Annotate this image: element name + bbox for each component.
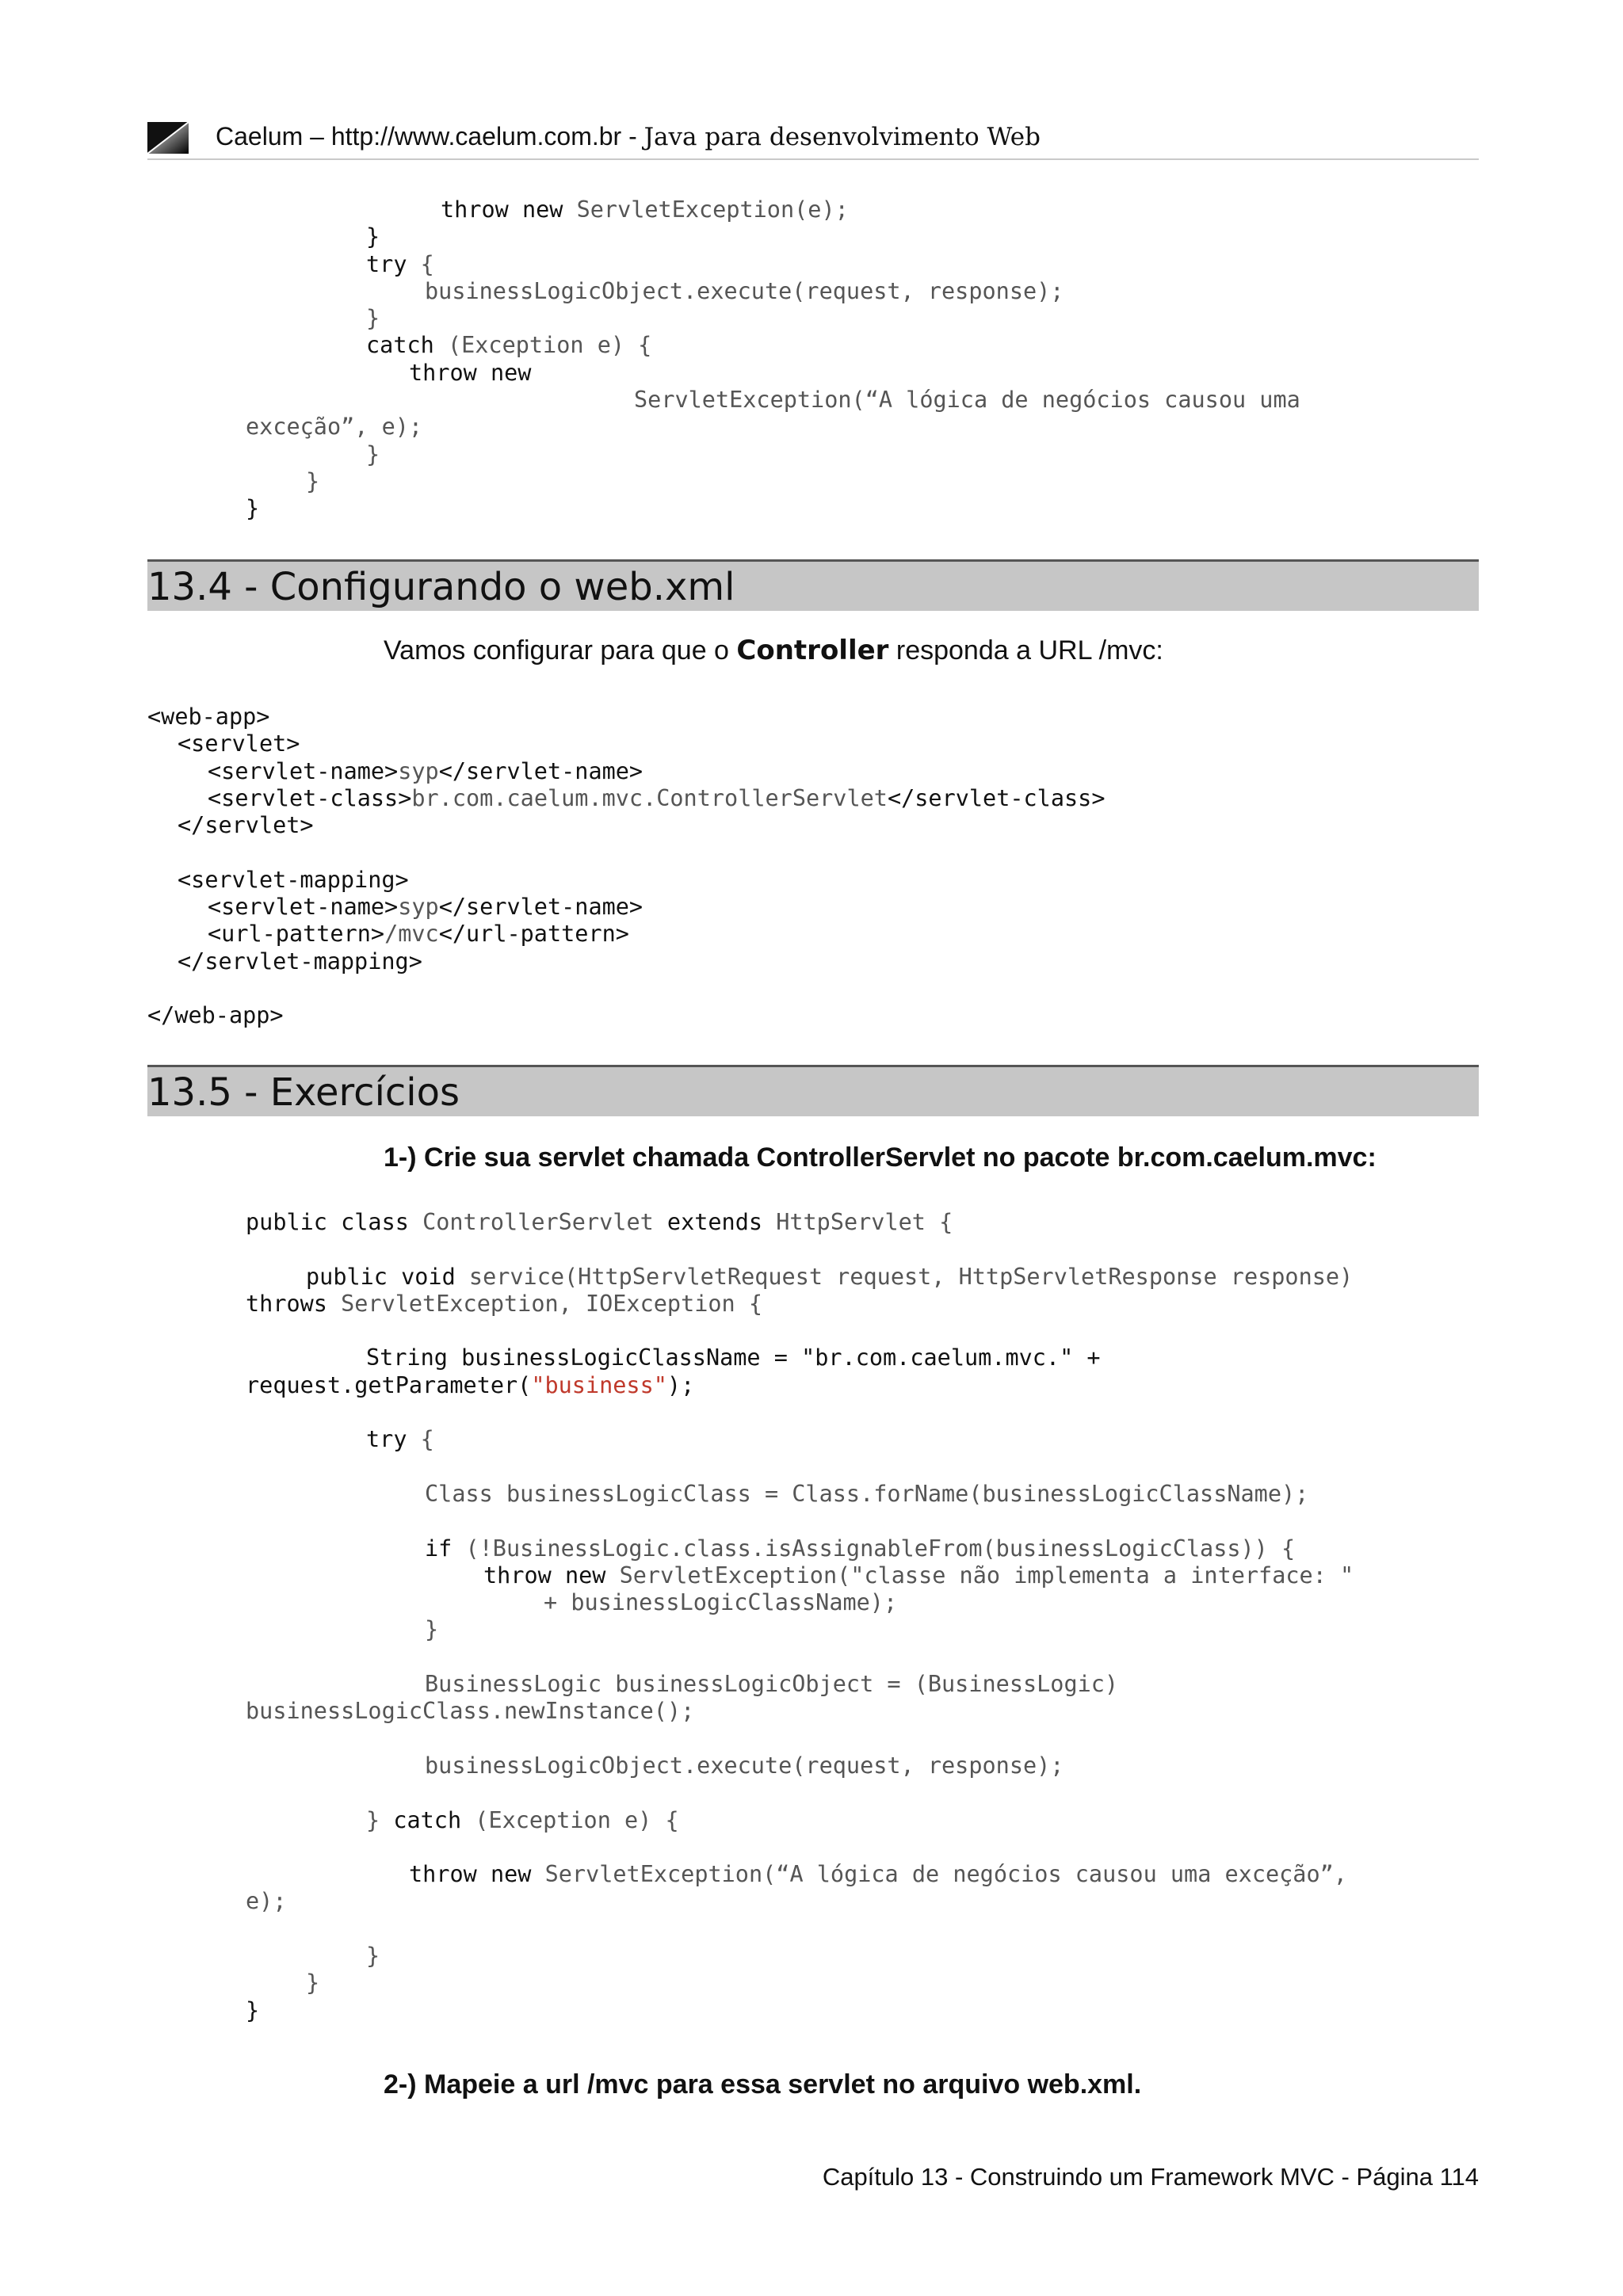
code-line [246, 1291, 762, 1317]
exercise-2: 2-) Mapeie a url /mvc para essa servlet no arquivo web.xml. [384, 2069, 1142, 2100]
code-block-web-xml [147, 704, 1105, 1030]
code-line [178, 867, 409, 893]
section-title: 13.4 - Configurando o web.xml [147, 565, 735, 609]
code-token: service(HttpServletRequest request, HttpServletResponse response) [468, 1263, 1354, 1290]
code-line [425, 1535, 1295, 1562]
code-line [246, 1372, 694, 1398]
code-token: public void [306, 1263, 469, 1290]
code-token: } [246, 495, 260, 522]
code-line [366, 1344, 1101, 1371]
intro-bold: Controller [736, 635, 889, 666]
code-token: </web-app> [147, 1002, 284, 1029]
code-token: HttpServlet { [776, 1209, 953, 1235]
code-token: <servlet-mapping> [178, 866, 409, 893]
code-line [409, 1861, 1347, 1887]
code-line [246, 1698, 694, 1724]
code-line [178, 730, 300, 757]
code-block-top [147, 196, 1300, 523]
code-token: businessLogicClass.newInstance(); [246, 1698, 695, 1725]
code-token: BusinessLogic businessLogicObject = (BusinessLogic) [425, 1671, 1119, 1698]
code-line [208, 758, 643, 784]
code-token: (!BusinessLogic.class.isAssignableFrom(businessLogicClass)) { [465, 1535, 1296, 1562]
code-token: { [420, 1426, 434, 1453]
code-token: } [366, 1943, 380, 1970]
section-heading-web-xml [147, 559, 1479, 611]
exercise-1: 1-) Crie sua servlet chamada ControllerServlet no pacote br.com.caelum.mvc: [384, 1142, 1377, 1173]
code-token: <web-app> [147, 704, 270, 730]
code-line [425, 278, 1064, 304]
code-token: public class [246, 1209, 423, 1235]
code-line [208, 921, 629, 947]
section-heading-exercicios [147, 1065, 1479, 1116]
code-token: } [425, 1616, 439, 1643]
code-token: + businessLogicClassName); [544, 1589, 898, 1616]
code-token: </servlet-name> [438, 894, 643, 921]
code-line [366, 305, 380, 331]
code-token: <url-pattern> [208, 921, 385, 948]
code-line [246, 1888, 286, 1914]
code-token: <servlet-name> [208, 894, 399, 921]
code-token: } [306, 1970, 320, 1997]
intro-text-end: responda a URL /mvc: [888, 635, 1163, 666]
code-line [366, 441, 380, 467]
code-token: </servlet-mapping> [178, 948, 422, 974]
code-line [246, 1997, 259, 2023]
code-line [147, 704, 269, 730]
code-line [208, 785, 1105, 811]
code-line [425, 1616, 438, 1642]
header-title: Java para desenvolvimento Web [643, 123, 1041, 151]
code-line [246, 414, 422, 440]
code-token: <servlet-name> [208, 757, 399, 784]
code-token: ServletException(“A lógica de negócios causou uma exceção”, [544, 1861, 1347, 1888]
code-token: "business" [531, 1371, 667, 1398]
code-line [634, 387, 1300, 413]
code-line [147, 1002, 284, 1028]
code-token: ); [666, 1371, 695, 1398]
code-token: extends [666, 1209, 777, 1235]
code-token: ServletException("classe não implementa a interface: " [619, 1562, 1354, 1589]
code-token: throw new [483, 1562, 620, 1589]
intro-text: Vamos configurar para que o [384, 635, 737, 666]
code-line [425, 1671, 1118, 1697]
code-token: businessLogicObject.execute(request, response); [425, 277, 1064, 304]
caelum-logo-icon [147, 122, 189, 154]
code-token: businessLogicObject.execute(request, response); [425, 1752, 1064, 1779]
code-line [366, 1426, 434, 1452]
code-line [306, 468, 319, 494]
code-token: try [366, 250, 421, 277]
code-line [544, 1589, 897, 1615]
code-token: try [366, 1426, 421, 1453]
page-header [147, 117, 1479, 160]
code-line [306, 1264, 1353, 1290]
code-line [425, 1481, 1308, 1507]
code-line [208, 894, 643, 920]
code-token: </url-pattern> [438, 921, 629, 948]
code-token: } [306, 467, 320, 494]
code-line [366, 251, 434, 277]
intro-paragraph [384, 634, 1163, 667]
code-token: request.getParameter( [246, 1371, 532, 1398]
code-token: <servlet-class> [208, 784, 412, 811]
code-token: ServletException, IOException { [341, 1290, 763, 1317]
code-line [178, 948, 422, 974]
code-token: Class businessLogicClass = Class.forName(businessLogicClassName); [425, 1480, 1309, 1507]
code-token: } [366, 441, 380, 467]
code-token: } [366, 305, 380, 332]
code-token: if [425, 1535, 466, 1562]
section-title: 13.5 - Exercícios [147, 1070, 460, 1115]
code-line [306, 1970, 319, 1996]
code-token: ServletException(“A lógica de negócios causou uma [634, 387, 1300, 414]
code-token: } [366, 1806, 394, 1833]
header-site: Caelum – http://www.caelum.com.br - [216, 122, 644, 151]
code-token: </servlet> [178, 812, 314, 839]
code-token: </servlet-class> [887, 784, 1106, 811]
code-token: catch [393, 1806, 475, 1833]
code-line [441, 196, 849, 223]
code-token: { [420, 250, 434, 277]
code-token: <servlet> [178, 730, 300, 757]
code-token: } [246, 1997, 260, 2023]
code-token: ServletException(e); [576, 196, 849, 223]
code-line [366, 332, 651, 358]
code-line [425, 1753, 1064, 1779]
code-token: /mvc [384, 921, 439, 948]
code-token: syp [398, 894, 439, 921]
page-footer: Capítulo 13 - Construindo um Framework MVC - Página 114 [822, 2163, 1479, 2191]
code-line [246, 1209, 953, 1235]
code-token: throw new [409, 1861, 545, 1888]
code-token: ControllerServlet [422, 1209, 667, 1235]
code-line [483, 1562, 1354, 1589]
code-line [366, 1943, 380, 1969]
code-token: throws [246, 1290, 342, 1317]
code-token: throw new [409, 359, 532, 386]
code-token: exceção”, e); [246, 414, 423, 441]
code-line [178, 812, 314, 838]
code-token: throw new [441, 196, 577, 223]
code-token: e); [246, 1888, 287, 1915]
code-token: String businessLogicClassName = "br.com.caelum.mvc." + [366, 1344, 1101, 1371]
code-line [366, 223, 380, 250]
code-token: (Exception e) { [475, 1806, 679, 1833]
code-line [409, 360, 531, 386]
code-token: </servlet-name> [438, 757, 643, 784]
code-token: } [366, 223, 380, 250]
code-line [246, 495, 259, 521]
header-text [216, 120, 1041, 153]
code-token: syp [398, 757, 439, 784]
code-line [366, 1807, 679, 1833]
code-block-servlet [147, 1209, 1354, 2024]
code-token: br.com.caelum.mvc.ControllerServlet [411, 784, 888, 811]
code-token: catch [366, 332, 448, 359]
code-token: (Exception e) { [447, 332, 652, 359]
